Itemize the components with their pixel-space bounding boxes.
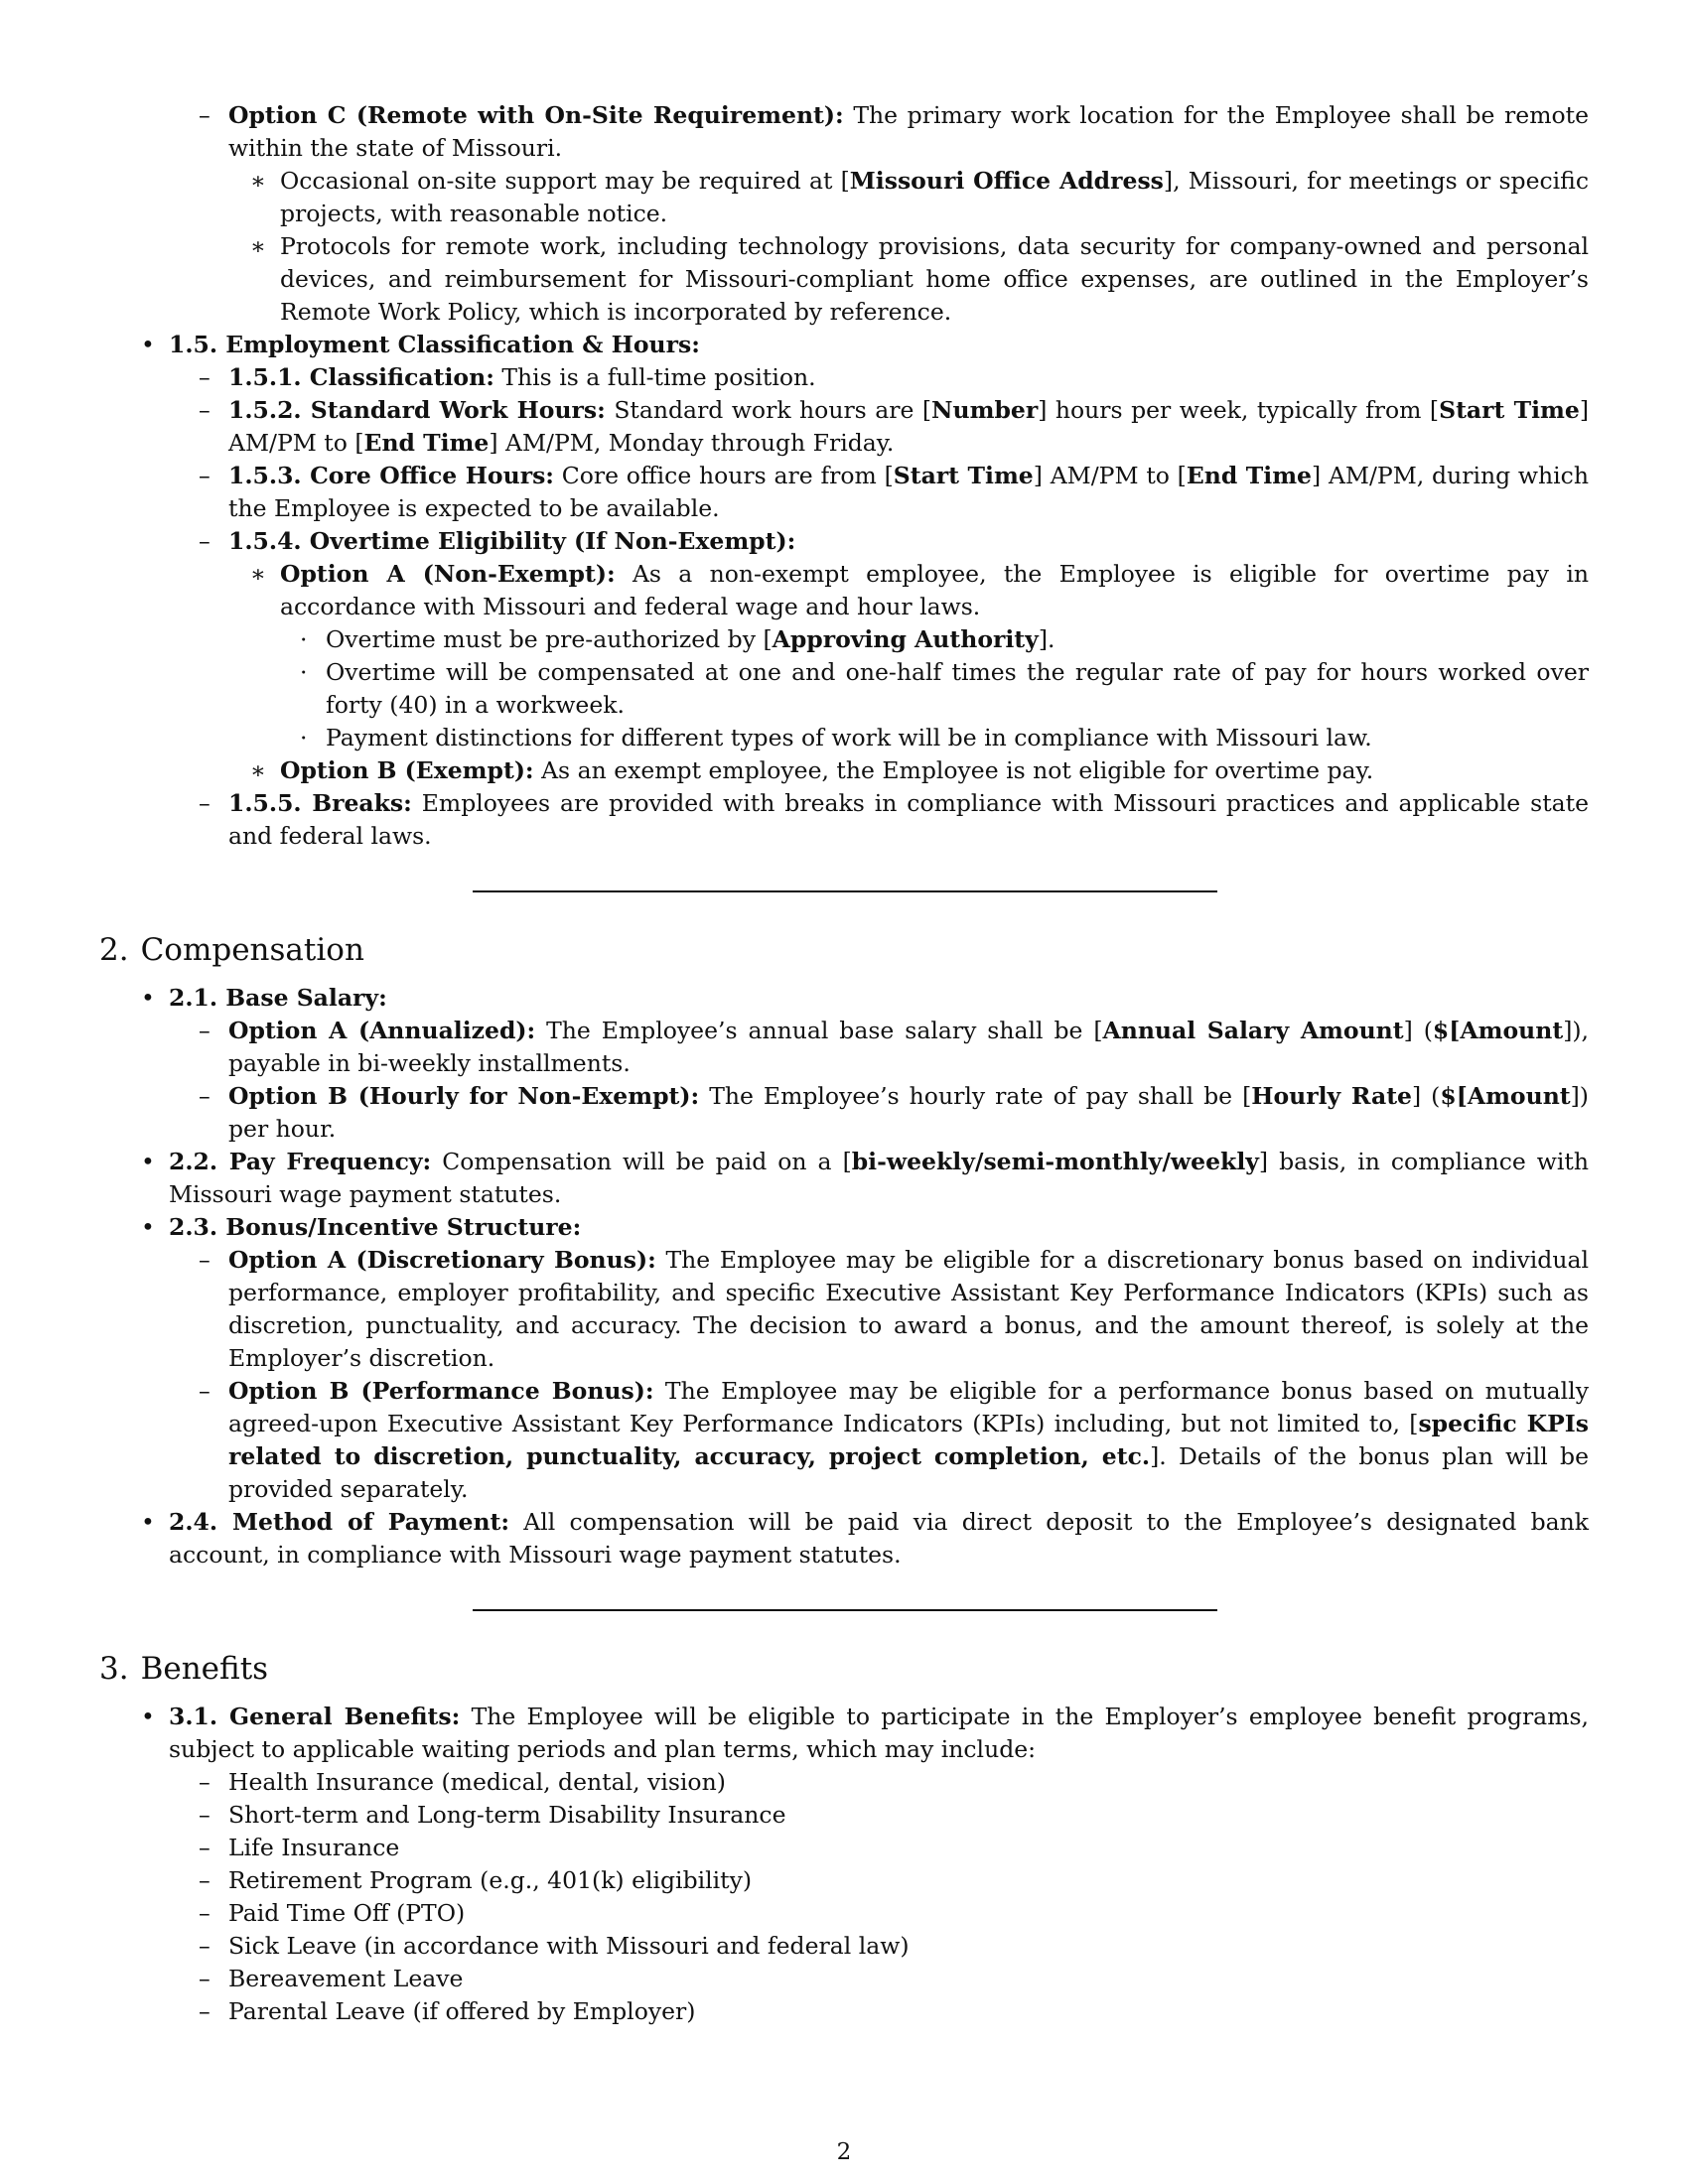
placeholder-number: Number: [931, 396, 1039, 424]
dash-bullet: –: [199, 462, 211, 489]
placeholder-amount: $[Amount: [1440, 1082, 1571, 1110]
text-fragment: Occasional on-site support may be required at [: [280, 167, 850, 195]
benefit-text: Sick Leave (in accordance with Missouri and federal law): [228, 1932, 910, 1960]
placeholder-start-time: Start Time: [893, 462, 1034, 489]
text-fragment: ] (: [1403, 1017, 1433, 1044]
standard-hours-label: 1.5.2. Standard Work Hours:: [228, 396, 606, 424]
text-fragment: As an exempt employee, the Employee is not eligible for overtime pay.: [533, 756, 1374, 784]
base-salary-option-a: [199, 1015, 1589, 1080]
option-c-remote: [199, 99, 1589, 165]
text-fragment: Overtime will be compensated at one and one-half times the regular rate of pay for hours worked over forty (40) in a workweek.: [326, 658, 1589, 719]
star-bullet: ∗: [250, 756, 266, 784]
placeholder-approving-authority: Approving Authority: [772, 625, 1039, 653]
classification-item: [199, 361, 1589, 394]
text-fragment: ] basis, in compliance with Missouri wage payment statutes.: [169, 1148, 1589, 1208]
page-content: [99, 99, 1589, 2028]
dash-bullet: –: [199, 1801, 211, 1829]
section-2-heading: [99, 930, 1589, 970]
list-item: [199, 1897, 1589, 1930]
dash-bullet: –: [199, 1246, 211, 1274]
placeholder-start-time: Start Time: [1439, 396, 1580, 424]
core-hours-item: [199, 460, 1589, 525]
classification-label: 1.5.1. Classification:: [228, 363, 494, 391]
list-item: [199, 1864, 1589, 1897]
section-number: 3.: [99, 1651, 129, 1687]
section-divider: [473, 1609, 1217, 1611]
text-fragment: ], Missouri, for meetings or specific projects, with reasonable notice.: [280, 167, 1590, 227]
overtime-rate-item: [300, 656, 1589, 722]
placeholder-specific-kpis: specific KPIs related to discretion, punctuality, accuracy, project completion, etc.: [228, 1410, 1590, 1470]
list-item: [199, 1766, 1589, 1799]
benefit-text: Retirement Program (e.g., 401(k) eligibility): [228, 1866, 753, 1894]
section-1-5-label: 1.5. Employment Classification & Hours:: [169, 331, 700, 358]
text-fragment: Core office hours are from [: [553, 462, 894, 489]
text-fragment: As a non-exempt employee, the Employee is eligible for overtime pay in accordance with Missouri and federal wage and hour laws.: [280, 560, 1589, 620]
dash-bullet: –: [199, 527, 211, 555]
dot-bullet: •: [141, 1213, 155, 1241]
dash-bullet: –: [199, 1866, 211, 1894]
bonus-option-a: [199, 1244, 1589, 1375]
benefit-text: Paid Time Off (PTO): [228, 1899, 466, 1927]
dash-bullet: –: [199, 1768, 211, 1796]
benefit-text: Health Insurance (medical, dental, vision): [228, 1768, 726, 1796]
dash-bullet: –: [199, 1932, 211, 1960]
star-bullet: ∗: [250, 232, 266, 260]
text-fragment: The Employee may be eligible for a performance bonus based on mutually agreed-upon Executive Assistant Key Performance Indicators (KPIs) including, but not limited to, [: [228, 1377, 1589, 1437]
star-bullet: ∗: [250, 167, 266, 195]
core-hours-label: 1.5.3. Core Office Hours:: [228, 462, 554, 489]
text-fragment: The Employee will be eligible to participate in the Employer’s employee benefit programs, subject to applicable waiting periods and plan terms, which may include:: [169, 1703, 1590, 1763]
text-fragment: ]) per hour.: [228, 1082, 1589, 1143]
section-number: 2.: [99, 932, 129, 968]
dot-bullet: •: [141, 984, 155, 1012]
text-fragment: ] hours per week, typically from [: [1038, 396, 1440, 424]
pay-frequency-label: 2.2. Pay Frequency:: [169, 1148, 432, 1175]
benefit-text: Parental Leave (if offered by Employer): [228, 1997, 696, 2025]
dash-bullet: –: [199, 1082, 211, 1110]
text-fragment: ] AM/PM, Monday through Friday.: [489, 429, 895, 457]
method-of-payment-item: [141, 1506, 1589, 1571]
option-c-protocols-item: [250, 230, 1589, 329]
dash-bullet: –: [199, 1017, 211, 1044]
dash-bullet: –: [199, 363, 211, 391]
text-fragment: The Employee’s annual base salary shall be [: [535, 1017, 1103, 1044]
overtime-option-b: [250, 754, 1589, 787]
text-fragment: The Employee’s hourly rate of pay shall be [: [699, 1082, 1252, 1110]
star-bullet: ∗: [250, 560, 266, 588]
overtime-label: 1.5.4. Overtime Eligibility (If Non-Exempt):: [228, 527, 796, 555]
text-fragment: ] AM/PM to [: [228, 396, 1589, 457]
placeholder-end-time: End Time: [1186, 462, 1313, 489]
text-fragment: The Employee may be eligible for a discretionary bonus based on individual performance, employer profitability, and specific Executive Assistant Key Performance Indicators (KPIs) such as discretion, punctuality, and accuracy. The decision to award a bonus, and the amount thereof, is solely at the Employer’s discretion.: [228, 1246, 1589, 1372]
text-fragment: ] AM/PM to [: [1033, 462, 1187, 489]
option-c-onsite-item: [250, 165, 1590, 230]
bonus-option-b: [199, 1375, 1590, 1506]
dash-bullet: –: [199, 1377, 211, 1405]
text-fragment: ] (: [1412, 1082, 1441, 1110]
dash-bullet: –: [199, 396, 211, 424]
base-salary-item: [141, 982, 1589, 1015]
breaks-item: [199, 787, 1589, 853]
text-fragment: All compensation will be paid via direct deposit to the Employee’s designated bank account, in compliance with Missouri wage payment statutes.: [169, 1508, 1589, 1569]
dash-bullet: –: [199, 101, 211, 129]
section-title: Benefits: [140, 1651, 269, 1687]
middot-bullet: ·: [300, 625, 308, 653]
text-fragment: ]. Details of the bonus plan will be provided separately.: [228, 1442, 1589, 1503]
benefit-text: Short-term and Long-term Disability Insurance: [228, 1801, 786, 1829]
bonus-item: [141, 1211, 1589, 1244]
section-3-heading: [99, 1649, 1589, 1689]
list-item: [199, 1963, 1589, 1995]
placeholder-hourly-rate: Hourly Rate: [1251, 1082, 1413, 1110]
dot-bullet: •: [141, 1148, 155, 1175]
method-of-payment-label: 2.4. Method of Payment:: [169, 1508, 510, 1536]
general-benefits-label: 3.1. General Benefits:: [169, 1703, 461, 1730]
text-fragment: Payment distinctions for different types of work will be in compliance with Missouri law.: [326, 724, 1372, 751]
placeholder-end-time: End Time: [363, 429, 490, 457]
base-salary-option-b: [199, 1080, 1589, 1146]
option-a-label: Option A (Non-Exempt):: [280, 560, 616, 588]
option-a-label: Option A (Annualized):: [228, 1017, 536, 1044]
option-b-label: Option B (Performance Bonus):: [228, 1377, 654, 1405]
benefit-text: Life Insurance: [228, 1834, 400, 1861]
option-b-label: Option B (Hourly for Non-Exempt):: [228, 1082, 700, 1110]
list-item: [199, 1930, 1589, 1963]
text-fragment: ].: [1038, 625, 1055, 653]
dot-bullet: •: [141, 331, 155, 358]
overtime-item: [199, 525, 1589, 558]
list-item: [199, 1832, 1589, 1864]
text-fragment: Protocols for remote work, including technology provisions, data security for company-owned and personal devices, and reimbursement for Missouri-compliant home office expenses, are outlined in the Employer’s Remote Work Policy, which is incorporated by reference.: [280, 232, 1589, 326]
bonus-label: 2.3. Bonus/Incentive Structure:: [169, 1213, 582, 1241]
overtime-option-a: [250, 558, 1589, 623]
placeholder-office-address: Missouri Office Address: [849, 167, 1164, 195]
dash-bullet: –: [199, 1899, 211, 1927]
text-fragment: ] AM/PM, during which the Employee is expected to be available.: [228, 462, 1589, 522]
placeholder-frequency: bi-weekly/semi-monthly/weekly: [851, 1148, 1259, 1175]
middot-bullet: ·: [300, 724, 308, 751]
section-1-5: [141, 329, 1589, 361]
text-fragment: ]), payable in bi-weekly installments.: [228, 1017, 1589, 1077]
page-number: 2: [836, 2139, 852, 2165]
overtime-preauth-item: [300, 623, 1589, 656]
option-b-label: Option B (Exempt):: [280, 756, 534, 784]
list-item: [199, 1995, 1589, 2028]
section-title: Compensation: [140, 932, 364, 968]
base-salary-label: 2.1. Base Salary:: [169, 984, 387, 1012]
option-a-label: Option A (Discretionary Bonus):: [228, 1246, 656, 1274]
option-c-label: Option C (Remote with On-Site Requirement):: [228, 101, 844, 129]
standard-hours-item: [199, 394, 1589, 460]
text-fragment: Standard work hours are [: [605, 396, 932, 424]
text-fragment: Employees are provided with breaks in compliance with Missouri practices and applicable state and federal laws.: [228, 789, 1589, 850]
dot-bullet: •: [141, 1508, 155, 1536]
benefit-text: Bereavement Leave: [228, 1965, 464, 1992]
dot-bullet: •: [141, 1703, 155, 1730]
dash-bullet: –: [199, 1834, 211, 1861]
pay-frequency-item: [141, 1146, 1589, 1211]
placeholder-annual-salary: Annual Salary Amount: [1102, 1017, 1404, 1044]
section-divider: [473, 890, 1217, 892]
text-fragment: Compensation will be paid on a [: [431, 1148, 852, 1175]
dash-bullet: –: [199, 789, 211, 817]
dash-bullet: –: [199, 1997, 211, 2025]
breaks-label: 1.5.5. Breaks:: [228, 789, 412, 817]
list-item: [199, 1799, 1589, 1832]
text-fragment: This is a full-time position.: [493, 363, 816, 391]
option-c-text: The primary work location for the Employee shall be remote within the state of Missouri.: [228, 101, 1589, 162]
middot-bullet: ·: [300, 658, 308, 686]
placeholder-amount: $[Amount: [1432, 1017, 1564, 1044]
dash-bullet: –: [199, 1965, 211, 1992]
text-fragment: Overtime must be pre-authorized by [: [326, 625, 773, 653]
general-benefits-item: [141, 1701, 1590, 1766]
overtime-distinctions-item: [300, 722, 1589, 754]
